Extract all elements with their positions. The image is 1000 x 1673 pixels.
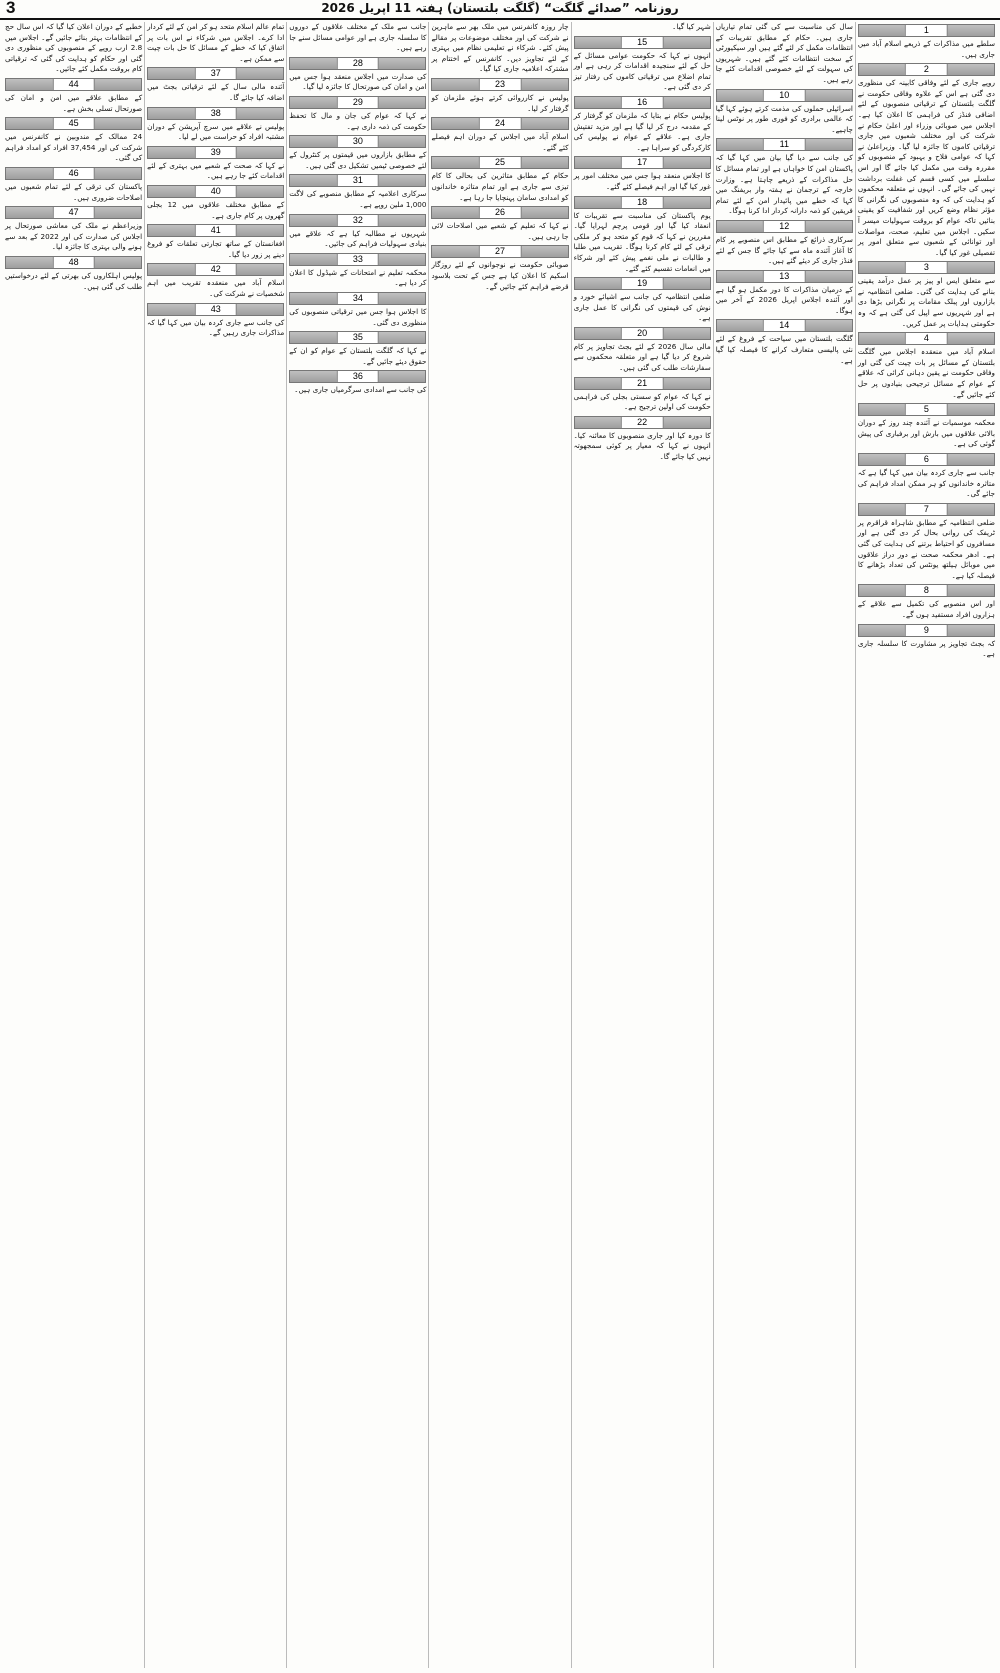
story-text: پولیس اہلکاروں کی بھرتی کے لئے درخواستیں طلب کی گئی ہیں۔ — [5, 270, 143, 291]
story-number-bar — [858, 584, 995, 597]
story-text: کی جانب سے امدادی سرگرمیاں جاری ہیں۔ — [294, 385, 427, 395]
story-number-bar — [5, 117, 142, 130]
story-number: 39 — [194, 147, 237, 158]
news-story — [147, 146, 284, 182]
story-text: سلطے میں مذاکرات کے ذریعے اسلام آباد میں جاری ہیں۔ — [857, 39, 995, 59]
story-text: تمام عالم اسلام متحد ہو کر امن کے لئے کردار ادا کرے۔ اجلاس میں شرکاء نے اس بات پر اتفاق کیا کہ خطے کے مسائل کا حل بات چیت سے ممکن ہے۔ — [147, 22, 285, 63]
story-number-bar — [858, 453, 995, 466]
story-text: سرکاری اعلامیہ کے مطابق منصوبے کی لاگت 1,000 ملین روپے ہے۔ — [289, 189, 427, 209]
story-number: 28 — [337, 58, 380, 69]
story-number: 27 — [479, 246, 522, 257]
news-story — [431, 245, 568, 292]
story-text: شہر کیا گیا۔ — [672, 22, 711, 31]
story-number-bar — [289, 135, 426, 148]
news-story — [289, 292, 426, 328]
story-text: نے کہا کہ تعلیم کے شعبے میں اصلاحات لائی جا رہی ہیں۔ — [431, 221, 569, 241]
story-number: 44 — [52, 79, 95, 90]
story-number: 36 — [337, 371, 380, 382]
news-story — [716, 22, 853, 86]
story-text: چار روزہ کانفرنس میں ملک بھر سے ماہرین نے شرکت کی اور مختلف موضوعات پر مقالے پیش کئے۔ شرکاء نے تعلیمی نظام میں بہتری کے لئے تجاویز دیں۔ کانفرنس کے اختتام پر مشترکہ اعلامیہ جاری کیا گیا۔ — [431, 22, 569, 74]
story-number-bar — [431, 117, 568, 130]
story-number-bar — [716, 220, 853, 233]
news-story — [858, 584, 995, 620]
story-number-bar — [5, 206, 142, 219]
news-story — [5, 117, 142, 164]
story-number: 13 — [763, 271, 806, 282]
story-number-bar — [431, 156, 568, 169]
news-story — [5, 206, 142, 253]
story-number-bar — [574, 196, 711, 209]
story-text: مالی سال 2026 کے لئے بجٹ تجاویز پر کام شروع کر دیا گیا ہے اور متعلقہ محکموں سے سفارشات طلب کی گئی ہیں۔ — [573, 341, 711, 373]
story-text: حکام کے مطابق متاثرین کی بحالی کا کام تیزی سے جاری ہے اور تمام متاثرہ خاندانوں کو امدادی سامان پہنچایا جا رہا ہے۔ — [431, 171, 569, 202]
story-number: 17 — [621, 157, 664, 168]
story-text: محکمہ موسمیات نے آئندہ چند روز کے دوران بالائی علاقوں میں بارش اور برفباری کی پیش گوئی کی ہے۔ — [857, 418, 995, 449]
story-number-bar — [574, 156, 711, 169]
story-number: 33 — [337, 254, 380, 265]
story-text: کہ بجٹ تجاویز پر مشاورت کا سلسلہ جاری ہے۔ — [857, 638, 995, 659]
story-number: 35 — [337, 332, 380, 343]
story-number: 43 — [194, 304, 237, 315]
story-number: 34 — [337, 293, 380, 304]
story-text: کا اجلاس منعقد ہوا جس میں مختلف امور پر غور کیا گیا اور اہم فیصلے کئے گئے۔ — [573, 171, 711, 191]
news-story — [574, 36, 711, 93]
story-number-bar — [858, 332, 995, 345]
news-story — [858, 24, 995, 60]
news-story — [5, 78, 142, 114]
story-number-bar — [147, 67, 284, 80]
story-text: خطبے کے دوران اعلان کیا گیا کہ اس سال حج کے انتظامات بہتر بنائے جائیں گے۔ اجلاس میں 2.8 ارب روپے کے منصوبوں کی منظوری دی گئی اور حکام کو ہدایت کی گئی کہ ترقیاتی کام بروقت مکمل کئے جائیں۔ — [5, 22, 143, 74]
story-number: 10 — [763, 90, 806, 101]
news-story — [574, 277, 711, 324]
story-number: 9 — [905, 625, 948, 636]
story-number: 6 — [905, 454, 948, 465]
story-number: 1 — [905, 25, 948, 36]
story-text: افغانستان کے ساتھ تجارتی تعلقات کو فروغ دینے پر زور دیا گیا۔ — [147, 239, 285, 259]
story-number-bar — [431, 245, 568, 258]
news-story — [147, 67, 284, 103]
news-story — [716, 270, 853, 317]
story-number: 14 — [763, 320, 806, 331]
masthead-title: روزنامہ ”صدائے گلگت“ (گلگت بلتستان) ہفتہ 11 اپریل 2026 — [321, 1, 679, 15]
story-number-bar — [858, 24, 995, 37]
news-column — [428, 22, 570, 1668]
story-text: سال کی مناسبت سے کی گئی تمام تیاریاں جاری ہیں۔ حکام کے مطابق تقریبات کے انتظامات مکمل کر لئے گئے ہیں اور سیکیورٹی کے سخت انتظامات کئے گئے ہیں۔ شہریوں کی سہولت کے لئے خصوصی اقدامات کئے جا رہے ہیں۔ — [715, 22, 853, 84]
story-number: 5 — [905, 404, 948, 415]
news-story — [716, 138, 853, 217]
page-number: 3 — [6, 0, 16, 17]
story-number-bar — [858, 403, 995, 416]
story-number: 25 — [479, 157, 522, 168]
story-number-bar — [574, 416, 711, 429]
story-number-bar — [289, 174, 426, 187]
story-text: سے متعلق ایس او پیز پر عمل درآمد یقینی بنانے کی ہدایت کی گئی۔ ضلعی انتظامیہ نے بازاروں اور پبلک مقامات پر نگرانی بڑھا دی ہے اور شہریوں سے اپیل کی گئی ہے کہ وہ حکومتی ہدایات پر عمل کریں۔ — [857, 276, 995, 328]
news-story — [5, 167, 142, 203]
story-number-bar — [147, 146, 284, 159]
story-text: پولیس نے کارروائی کرتے ہوئے ملزمان کو گرفتار کر لیا۔ — [431, 92, 569, 113]
story-number: 3 — [905, 262, 948, 273]
news-column — [286, 22, 428, 1668]
news-story — [431, 78, 568, 114]
story-text: 24 ممالک کے مندوبین نے کانفرنس میں شرکت کی اور 37,454 افراد کو امداد فراہم کی گئی۔ — [5, 132, 143, 163]
story-number: 18 — [621, 197, 664, 208]
news-story — [716, 89, 853, 136]
story-text: پولیس نے علاقے میں سرچ آپریشن کے دوران مشتبہ افراد کو حراست میں لے لیا۔ — [147, 121, 285, 142]
news-story — [574, 96, 711, 153]
story-number: 22 — [621, 417, 664, 428]
news-story — [289, 174, 426, 210]
news-story — [289, 96, 426, 132]
news-story — [574, 156, 711, 192]
news-story — [574, 22, 711, 33]
story-number: 12 — [763, 221, 806, 232]
story-text: گلگت بلتستان میں سیاحت کے فروغ کے لئے نئی پالیسی متعارف کرانے کا فیصلہ کیا گیا ہے۔ — [715, 334, 853, 365]
news-story — [289, 214, 426, 250]
news-story — [716, 220, 853, 267]
story-number: 45 — [52, 118, 95, 129]
story-number: 4 — [905, 333, 948, 344]
news-story — [431, 22, 568, 75]
story-number-bar — [574, 96, 711, 109]
story-text: سرکاری ذرائع کے مطابق اس منصوبے پر کام کا آغاز آئندہ ماہ سے کیا جائے گا جس کے لئے فنڈز جاری کر دیئے گئے ہیں۔ — [715, 234, 853, 266]
story-text: شہریوں نے مطالبہ کیا ہے کہ علاقے میں بنیادی سہولیات فراہم کی جائیں۔ — [289, 228, 427, 249]
news-story — [574, 377, 711, 413]
news-story — [858, 403, 995, 450]
story-number-bar — [574, 277, 711, 290]
news-story — [431, 156, 568, 203]
news-story — [5, 22, 142, 75]
story-number-bar — [574, 327, 711, 340]
story-text: نے کہا کہ صحت کے شعبے میں بہتری کے لئے اقدامات کئے جا رہے ہیں۔ — [147, 160, 285, 181]
story-number-bar — [147, 303, 284, 316]
story-number-bar — [289, 331, 426, 344]
story-text: پولیس حکام نے بتایا کہ ملزمان کو گرفتار کر کے مقدمہ درج کر لیا گیا ہے اور مزید تفتیش جاری ہے۔ علاقے کے عوام نے پولیس کی کارکردگی کو سراہا ہے۔ — [573, 110, 711, 152]
story-text: جانب سے ملک کے مختلف علاقوں کے دوروں کا سلسلہ جاری ہے اور عوامی مسائل سنے جا رہے ہیں۔ — [289, 22, 427, 53]
news-column — [855, 22, 997, 1668]
news-story — [289, 135, 426, 171]
news-columns — [3, 22, 997, 1668]
story-text: روپے جاری کے لئے وفاقی کابینہ کی منظوری دی گئی ہے اس کے علاوہ وفاقی حکومت نے گلگت بلتستان کے ترقیاتی منصوبوں کے لئے اضافی فنڈز کی فراہمی کا اعلان کیا ہے۔ اجلاس میں صوبائی وزراء اور اعلیٰ حکام نے شرکت کی اور مختلف شعبوں میں جاری ترقیاتی کاموں کا جائزہ لیا گیا۔ وزیراعلیٰ نے کہا کہ عوامی فلاح و بہبود کے منصوبوں کو مقررہ وقت میں مکمل کیا جائے گا اور اس سلسلے میں کسی قسم کی غفلت برداشت نہیں کی جائے گی۔ انہوں نے متعلقہ محکموں کو ہدایت کی کہ وہ منصوبوں کی نگرانی کا مؤثر نظام وضع کریں اور شفافیت کو یقینی بنائیں تاکہ عوام کو بروقت سہولیات میسر آ سکیں۔ اجلاس میں تعلیم، صحت، مواصلات اور توانائی کے شعبوں سے متعلق امور پر تفصیلی غور کیا گیا۔ — [857, 78, 995, 257]
story-text: اور اس منصوبے کی تکمیل سے علاقے کے ہزاروں افراد مستفید ہوں گے۔ — [857, 599, 995, 619]
story-number-bar — [289, 214, 426, 227]
story-number-bar — [147, 185, 284, 198]
story-text: کی صدارت میں اجلاس منعقد ہوا جس میں امن و امان کی صورتحال کا جائزہ لیا گیا۔ — [289, 71, 427, 92]
story-number-bar — [858, 261, 995, 274]
story-number-bar — [289, 57, 426, 70]
story-text: کے مطابق بازاروں میں قیمتوں پر کنٹرول کے لئے خصوصی ٹیمیں تشکیل دی گئی ہیں۔ — [289, 150, 427, 170]
story-number: 46 — [52, 168, 95, 179]
story-number: 7 — [905, 504, 948, 515]
story-text: اسرائیلی حملوں کی مذمت کرتے ہوئے کہا گیا کہ عالمی برادری کو فوری طور پر نوٹس لینا چاہیے۔ — [715, 103, 853, 134]
story-number: 47 — [52, 207, 95, 218]
story-text: صوبائی حکومت نے نوجوانوں کے لئے روزگار اسکیم کا اعلان کیا ہے جس کے تحت بلاسود قرضے فراہم کئے جائیں گے۔ — [431, 260, 569, 291]
story-text: ضلعی انتظامیہ کی جانب سے اشیائے خورد و نوش کی قیمتوں کی نگرانی کا عمل جاری ہے۔ — [573, 292, 711, 323]
story-number: 31 — [337, 175, 380, 186]
story-text: پاکستان کی ترقی کے لئے تمام شعبوں میں اصلاحات ضروری ہیں۔ — [5, 181, 143, 202]
story-number-bar — [5, 256, 142, 269]
story-number-bar — [289, 96, 426, 109]
news-story — [858, 453, 995, 500]
story-text: کے مطابق علاقے میں امن و امان کی صورتحال تسلی بخش ہے۔ — [5, 92, 143, 113]
story-text: محکمہ تعلیم نے امتحانات کے شیڈول کا اعلان کر دیا ہے۔ — [289, 267, 427, 288]
news-story — [858, 332, 995, 400]
story-number: 40 — [194, 186, 237, 197]
news-story — [289, 331, 426, 367]
story-number-bar — [858, 503, 995, 516]
story-number-bar — [574, 36, 711, 49]
story-number: 2 — [905, 64, 948, 75]
story-number-bar — [431, 78, 568, 91]
story-text: یوم پاکستان کی مناسبت سے تقریبات کا انعقاد کیا گیا اور قومی پرچم لہرایا گیا۔ مقررین نے کہا کہ قوم کو متحد ہو کر ملکی ترقی کے لئے کام کرنا ہوگا۔ تقریب میں طلبا و طالبات نے ملی نغمے پیش کئے اور شرکاء میں انعامات تقسیم کئے گئے۔ — [573, 210, 711, 273]
news-story — [858, 63, 995, 258]
news-story — [289, 253, 426, 289]
story-number-bar — [5, 167, 142, 180]
story-number: 48 — [52, 257, 95, 268]
news-story — [574, 196, 711, 275]
story-number-bar — [858, 624, 995, 637]
news-story — [5, 256, 142, 292]
story-number: 26 — [479, 207, 522, 218]
story-number-bar — [289, 370, 426, 383]
story-number: 32 — [337, 215, 380, 226]
news-story — [147, 107, 284, 143]
story-number: 38 — [194, 108, 237, 119]
story-text: اسلام آباد میں اجلاس کے دوران اہم فیصلے کئے گئے۔ — [431, 132, 569, 152]
story-text: کی جانب سے دیا گیا بیان میں کہا گیا کہ پاکستان امن کا خواہاں ہے اور تمام مسائل کا حل مذاکرات کے ذریعے چاہتا ہے۔ وزارت خارجہ کے ترجمان نے ہفتہ وار بریفنگ میں کہا کہ خطے میں پائیدار امن کے لئے تمام فریقین کو ذمہ دارانہ کردار ادا کرنا ہوگا۔ — [715, 153, 853, 216]
news-column — [713, 22, 855, 1668]
story-number: 23 — [479, 79, 522, 90]
news-column — [571, 22, 713, 1668]
story-text: کی جانب سے جاری کردہ بیان میں کہا گیا کہ مذاکرات جاری رہیں گے۔ — [147, 317, 285, 338]
story-number: 41 — [194, 225, 237, 236]
news-story — [574, 416, 711, 463]
news-story — [431, 117, 568, 153]
story-number-bar — [716, 89, 853, 102]
news-story — [716, 319, 853, 366]
news-story — [574, 327, 711, 374]
news-story — [858, 624, 995, 660]
news-story — [289, 22, 426, 54]
news-story — [289, 57, 426, 93]
story-number-bar — [147, 107, 284, 120]
story-number: 42 — [194, 264, 237, 275]
news-column — [144, 22, 286, 1668]
story-number: 15 — [621, 37, 664, 48]
story-number: 11 — [763, 139, 806, 150]
story-text: جانب سے جاری کردہ بیان میں کہا گیا ہے کہ متاثرہ خاندانوں کو ہر ممکن امداد فراہم کی جائے گی۔ — [857, 468, 995, 499]
story-number: 20 — [621, 328, 664, 339]
story-number-bar — [858, 63, 995, 76]
story-text: نے کہا کہ گلگت بلتستان کے عوام کو ان کے حقوق دیئے جائیں گے۔ — [289, 346, 427, 366]
news-story — [858, 261, 995, 329]
story-text: کے مطابق مختلف علاقوں میں 12 بجلی گھروں پر کام جاری ہے۔ — [147, 199, 285, 220]
story-number-bar — [147, 224, 284, 237]
story-number: 16 — [621, 97, 664, 108]
story-text: کا اجلاس ہوا جس میں ترقیاتی منصوبوں کی منظوری دی گئی۔ — [289, 306, 427, 327]
news-column — [3, 22, 144, 1668]
news-story — [147, 224, 284, 260]
story-text: نے کہا کہ عوام کی جان و مال کا تحفظ حکومت کی ذمہ داری ہے۔ — [289, 110, 427, 131]
story-text: ضلعی انتظامیہ کے مطابق شاہراہ قراقرم پر ٹریفک کی روانی بحال کر دی گئی ہے اور مسافروں کو احتیاط برتنے کی ہدایت کی گئی ہے۔ ادھر محکمہ صحت نے دور دراز علاقوں میں موبائل ہیلتھ یونٹس کی تعداد بڑھانے کا فیصلہ کیا ہے۔ — [857, 517, 995, 580]
story-number: 19 — [621, 278, 664, 289]
news-story — [147, 263, 284, 299]
story-text: وزیراعظم نے ملک کی معاشی صورتحال پر اجلاس کی صدارت کی اور 2022 کے بعد سے ہونے والی بہتری کا جائزہ لیا۔ — [5, 221, 143, 252]
story-number: 24 — [479, 118, 522, 129]
story-number: 21 — [621, 378, 664, 389]
news-story — [858, 503, 995, 582]
story-number-bar — [289, 292, 426, 305]
story-number: 37 — [194, 68, 237, 79]
story-number-bar — [716, 319, 853, 332]
news-story — [147, 22, 284, 64]
story-number-bar — [5, 78, 142, 91]
story-text: انہوں نے کہا کہ حکومت عوامی مسائل کے حل کے لئے سنجیدہ اقدامات کر رہی ہے اور تمام اضلاع میں ترقیاتی کاموں کی رفتار تیز کر دی گئی ہے۔ — [573, 50, 711, 92]
news-story — [431, 206, 568, 242]
news-story — [147, 185, 284, 221]
story-number-bar — [431, 206, 568, 219]
story-text: آئندہ مالی سال کے لئے ترقیاتی بجٹ میں اضافہ کیا جائے گا۔ — [147, 82, 285, 102]
story-text: کا دورہ کیا اور جاری منصوبوں کا معائنہ کیا۔ انہوں نے کہا کہ معیار پر کوئی سمجھوتہ نہیں کیا جائے گا۔ — [573, 430, 711, 462]
story-number: 8 — [905, 585, 948, 596]
story-number-bar — [147, 263, 284, 276]
story-text: اسلام آباد میں منعقدہ تقریب میں اہم شخصیات نے شرکت کی۔ — [147, 278, 285, 298]
news-story — [289, 370, 426, 396]
story-number-bar — [716, 138, 853, 151]
news-story — [147, 303, 284, 339]
masthead — [0, 0, 1000, 20]
story-number: 29 — [337, 97, 380, 108]
story-number-bar — [289, 253, 426, 266]
story-text: اسلام آباد میں منعقدہ اجلاس میں گلگت بلتستان کے مسائل پر بات چیت کی گئی اور وفاقی حکومت نے یقین دہانی کرائی کہ علاقے کے عوام کے مسائل ترجیحی بنیادوں پر حل کئے جائیں گے۔ — [857, 347, 995, 399]
story-number-bar — [716, 270, 853, 283]
story-number: 30 — [337, 136, 380, 147]
story-text: نے کہا کہ عوام کو سستی بجلی کی فراہمی حکومت کی اولین ترجیح ہے۔ — [573, 391, 711, 412]
story-number-bar — [574, 377, 711, 390]
story-text: کے درمیان مذاکرات کا دور مکمل ہو گیا ہے اور آئندہ اجلاس اپریل 2026 کے آخر میں ہوگا۔ — [715, 284, 853, 315]
